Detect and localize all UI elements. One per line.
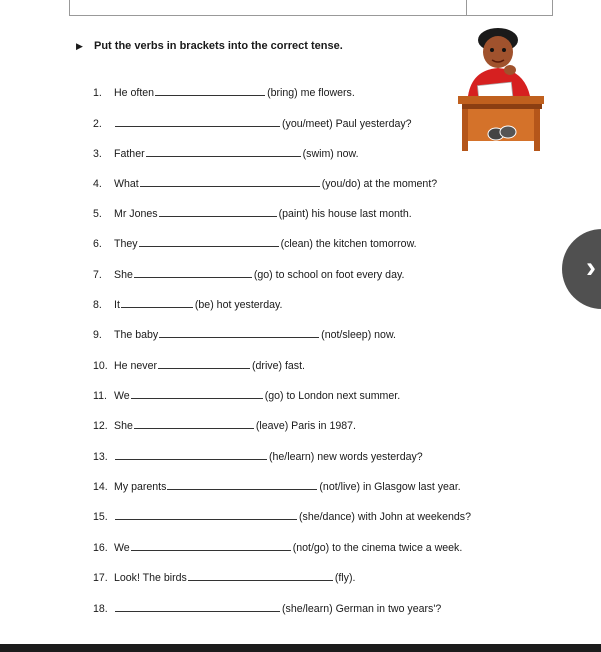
exercise-prompt: (you/do) at the moment? (321, 178, 438, 190)
exercise-item (93, 602, 441, 615)
exercise-number: 11. (93, 390, 107, 402)
exercise-item (93, 389, 400, 402)
answer-blank (146, 147, 301, 157)
exercise-subject: We (114, 542, 130, 554)
answer-blank (115, 602, 280, 612)
instruction-text: Put the verbs in brackets into the correct tense. (94, 40, 343, 52)
exercise-number: 3. (93, 148, 102, 160)
answer-blank (158, 359, 250, 369)
exercise-prompt: (he/learn) new words yesterday? (269, 451, 423, 463)
exercise-prompt: (clean) the kitchen tomorrow. (280, 238, 417, 250)
exercise-number: 18. (93, 603, 108, 615)
exercise-item (93, 541, 462, 554)
exercise-item (93, 571, 355, 584)
exercise-subject: The baby (114, 329, 159, 341)
exercise-subject: He often (114, 87, 155, 99)
answer-blank (188, 571, 333, 581)
exercise-number: 14. (93, 481, 108, 493)
answer-blank (167, 480, 317, 490)
exercise-number: 2. (93, 118, 102, 130)
exercise-number: 1. (93, 87, 102, 99)
exercise-number: 5. (93, 208, 102, 220)
answer-blank (159, 328, 319, 338)
exercise-item (93, 359, 305, 372)
exercise-item (93, 480, 461, 493)
exercise-item (93, 450, 423, 463)
exercise-number: 9. (93, 329, 102, 341)
exercise-subject: We (114, 390, 130, 402)
exercise-subject: What (114, 178, 139, 190)
answer-blank (131, 389, 263, 399)
exercise-number: 16. (93, 542, 108, 554)
exercise-item (93, 86, 355, 99)
answer-blank (159, 207, 277, 217)
exercise-prompt: (fly). (334, 572, 356, 584)
instruction (76, 40, 343, 52)
exercise-item (93, 510, 471, 523)
exercise-item (93, 177, 437, 190)
exercise-item (93, 237, 417, 250)
exercise-number: 8. (93, 299, 102, 311)
exercise-item (93, 147, 359, 160)
table-divider (466, 0, 467, 15)
answer-blank (140, 177, 320, 187)
exercise-prompt: (not/live) in Glasgow last year. (319, 481, 461, 493)
exercise-prompt: (be) hot yesterday. (194, 299, 283, 311)
exercise-item (93, 207, 412, 220)
exercise-prompt: (paint) his house last month. (278, 208, 412, 220)
answer-blank (134, 419, 254, 429)
answer-blank (115, 450, 267, 460)
exercise-prompt: (not/sleep) now. (321, 329, 396, 341)
exercise-prompt: (drive) fast. (252, 360, 305, 372)
next-button[interactable] (562, 229, 601, 309)
exercise-item (93, 298, 282, 311)
exercise-item (93, 419, 356, 432)
exercise-prompt: (bring) me flowers. (267, 87, 355, 99)
answer-blank (155, 86, 265, 96)
exercise-prompt: (not/go) to the cinema twice a week. (292, 542, 463, 554)
exercise-number: 13. (93, 451, 108, 463)
exercise-subject: Mr Jones (114, 208, 158, 220)
answer-blank (121, 298, 193, 308)
exercise-number: 6. (93, 238, 102, 250)
answer-blank (115, 510, 297, 520)
exercise-number: 12. (93, 420, 108, 432)
chevron-right-icon: › (586, 251, 596, 284)
exercise-number: 7. (93, 269, 102, 281)
exercise-number: 15. (93, 511, 108, 523)
exercise-prompt: (you/meet) Paul yesterday? (282, 118, 412, 130)
exercise-item (93, 268, 404, 281)
answer-blank (134, 268, 252, 278)
exercise-subject: It (114, 299, 120, 311)
top-table-fragment (69, 0, 553, 16)
exercise-subject: My parents (114, 481, 167, 493)
student-at-desk-icon (454, 26, 546, 160)
bullet-icon: ▶ (76, 41, 83, 51)
exercise-prompt: (go) to school on foot every day. (253, 269, 405, 281)
exercise-prompt: (leave) Paris in 1987. (255, 420, 356, 432)
exercise-subject: He never (114, 360, 157, 372)
exercise-subject: She (114, 420, 133, 432)
exercise-number: 4. (93, 178, 102, 190)
exercise-number: 10. (93, 360, 108, 372)
exercise-prompt: (she/dance) with John at weekends? (299, 511, 471, 523)
exercise-subject: They (114, 238, 138, 250)
exercise-prompt: (she/learn) German in two years'? (282, 603, 442, 615)
exercise-prompt: (go) to London next summer. (264, 390, 401, 402)
answer-blank (139, 237, 279, 247)
exercise-subject: Look! The birds (114, 572, 187, 584)
bottom-bar (0, 644, 601, 652)
exercise-item (93, 117, 412, 130)
answer-blank (131, 541, 291, 551)
exercise-item (93, 328, 396, 341)
exercise-subject: Father (114, 148, 145, 160)
exercise-prompt: (swim) now. (302, 148, 359, 160)
answer-blank (115, 117, 280, 127)
exercise-number: 17. (93, 572, 108, 584)
exercise-subject: She (114, 269, 133, 281)
